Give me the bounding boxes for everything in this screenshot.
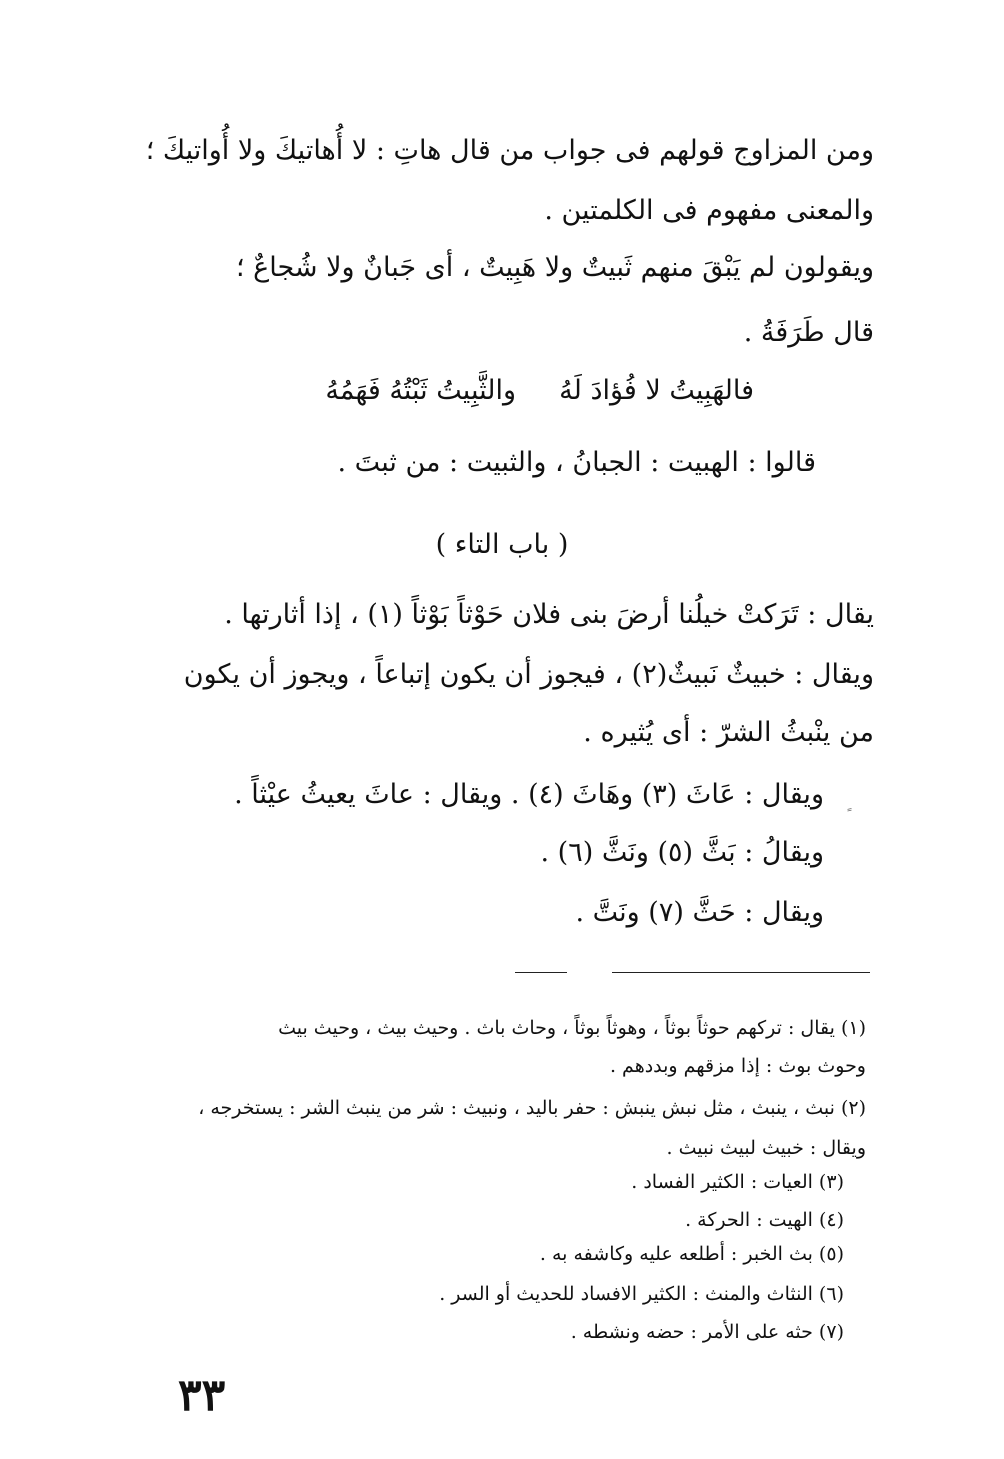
chapter-line-1: يقال : تَرَكتْ خيلُنا أرضَ بنى فلان حَوْثاً بَوْثاً (١) ، إذا أثارتها . <box>224 599 874 630</box>
footnote-2-line-1: (٢) نبث ، ينبث ، مثل نبش ينبش : حفر باليد ، ونبيث : شر من ينبث الشر : يستخرجه ، <box>198 1097 866 1119</box>
footnote-rule-segment-long <box>612 972 870 973</box>
footnote-1-line-2: وحوث بوث : إذا مزقهم وبددهم . <box>609 1055 866 1077</box>
footnote-1-line-1: (١) يقال : تركهم حوثاً بوثاً ، وهوثاً بوثاً ، وحاث باث . وحيث بيث ، وحيث بيث <box>278 1017 866 1039</box>
chapter-line-6: ويقال : حَثَّ (٧) ونَتَّ . <box>575 897 824 928</box>
body-line-3: ويقولون لم يَبْقَ منهم ثَبيتٌ ولا هَبِيتٌ ، أى جَبانٌ ولا شُجاعٌ ؛ <box>235 252 874 283</box>
footnote-2-line-2: ويقال : خبيث لبيث نبيث . <box>666 1137 866 1159</box>
footnote-3: (٣) العيات : الكثير الفساد . <box>631 1171 844 1193</box>
page-number: ٣٣ <box>178 1370 226 1421</box>
body-line-1: ومن المزاوج قولهم فى جواب من قال هاتِ : لا أُهاتيكَ ولا أُواتيكَ ؛ <box>145 135 874 166</box>
body-line-4: قال طَرَفَةُ . <box>743 317 874 348</box>
footnote-rule-segment-short <box>515 972 567 973</box>
chapter-line-5: ويقالُ : بَثَّ (٥) ونَثَّ (٦) . <box>540 837 824 868</box>
chapter-line-4: ويقال : عَاثَ (٣) وهَاثَ (٤) . ويقال : عاثَ يعيثُ عيْثاً . <box>234 779 824 810</box>
footnote-6: (٦) النثاث والمنث : الكثير الافساد للحديث أو السر . <box>439 1283 844 1305</box>
chapter-line-3: من ينْبثُ الشرّ : أى يُثيره . <box>583 717 874 748</box>
gloss-line: قالوا : الهبيت : الجبانُ ، والثبيت : من ثبتَ . <box>337 447 816 478</box>
footnote-7: (٧) حثه على الأمر : حضه ونشطه . <box>570 1321 844 1343</box>
body-line-2: والمعنى مفهوم فى الكلمتين . <box>544 195 874 226</box>
verse-right-hemistich: فالهَبِيتُ لا فُؤادَ لَهُ <box>559 375 754 406</box>
verse-left-hemistich: والثَّبِيتُ ثَبْتُهُ فَهَمُهُ <box>325 375 516 406</box>
footnote-4: (٤) الهيت : الحركة . <box>685 1209 844 1231</box>
chapter-line-2: ويقال : خبيثٌ نَبيثٌ(٢) ، فيجوز أن يكون إتباعاً ، ويجوز أن يكون <box>183 659 874 690</box>
footnote-5: (٥) بث الخبر : أطلعه عليه وكاشفه به . <box>539 1243 844 1265</box>
chapter-heading: ( باب التاء ) <box>435 529 569 560</box>
